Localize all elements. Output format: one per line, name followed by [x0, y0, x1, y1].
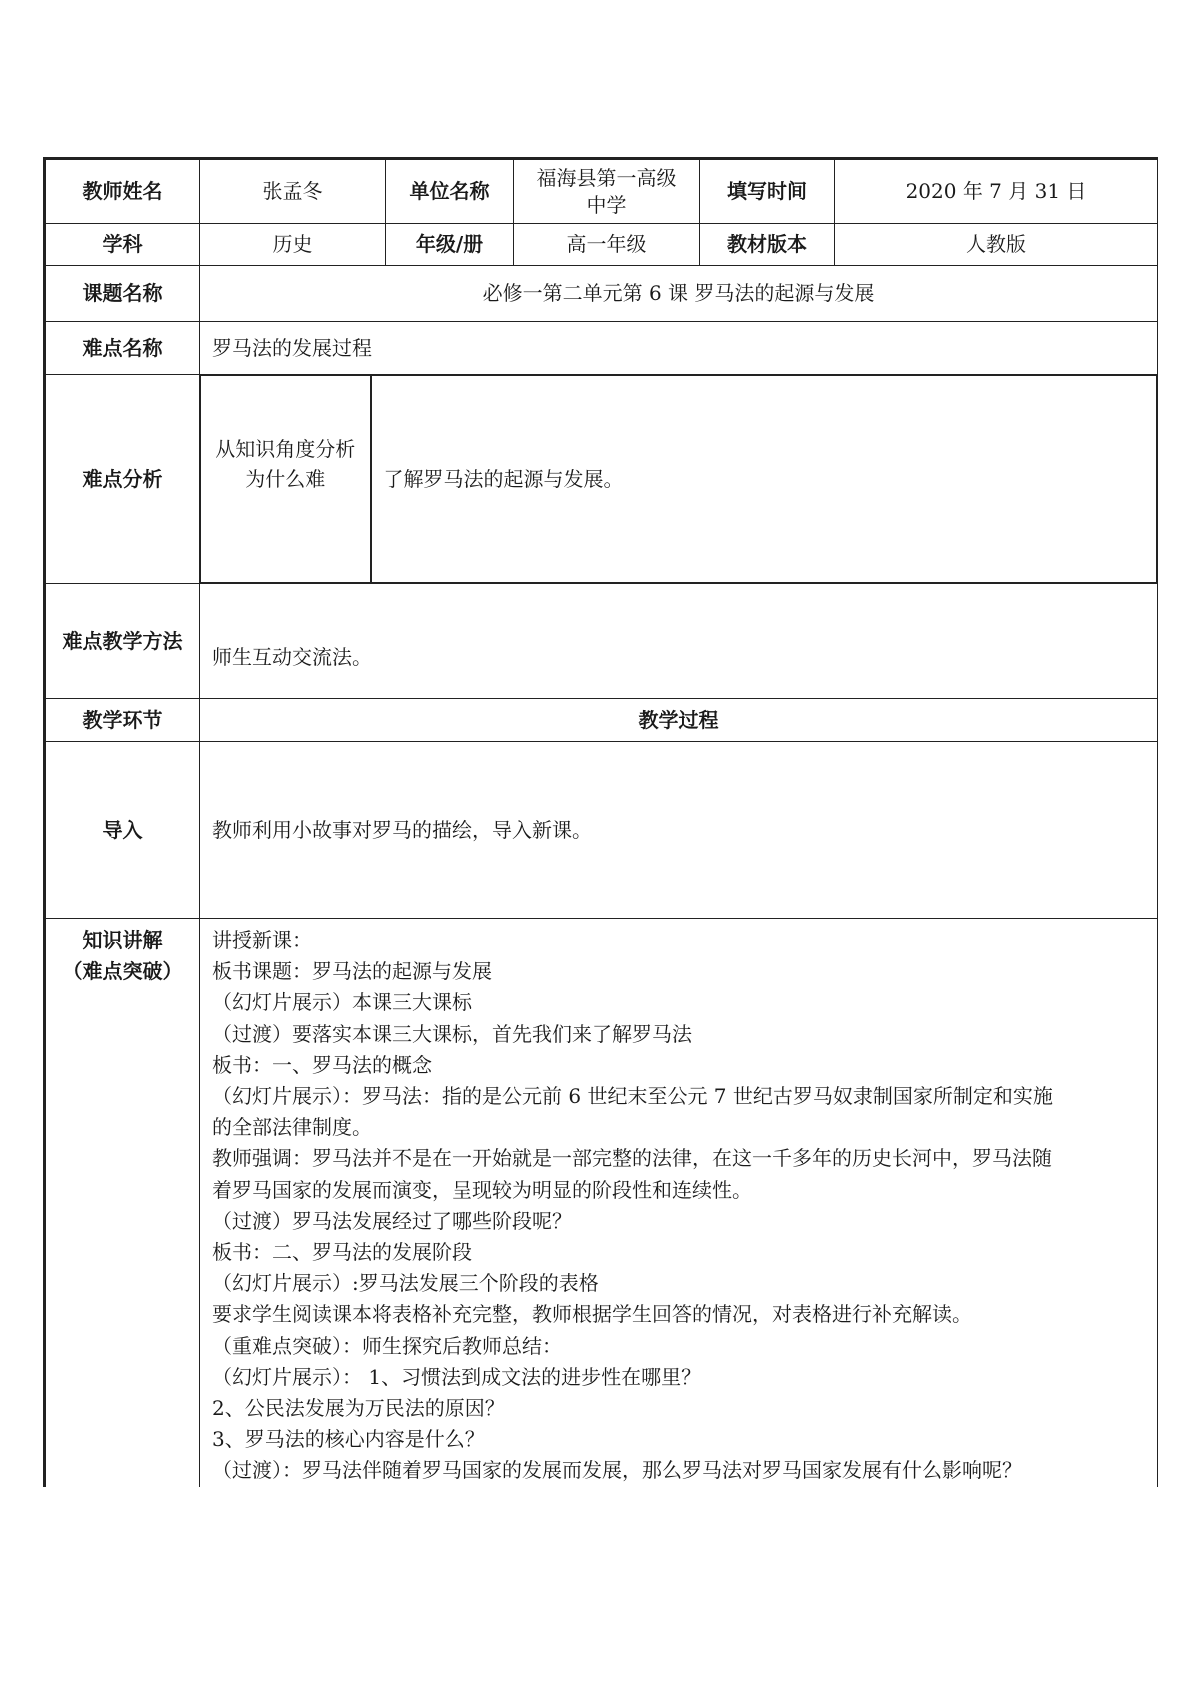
teacher-name-value: 张孟冬 [200, 159, 386, 224]
knowledge-line: （过渡）：罗马法伴随着罗马国家的发展而发展，那么罗马法对罗马国家发展有什么影响呢？ [212, 1458, 1022, 1483]
grade-label: 年级/册 [386, 224, 514, 266]
analysis-cell [200, 375, 1158, 584]
knowledge-line: （幻灯片展示）:罗马法发展三个阶段的表格 [212, 1271, 599, 1296]
knowledge-line: 2、公民法发展为万民法的原因？ [212, 1396, 505, 1421]
knowledge-line: 着罗马国家的发展而演变，呈现较为明显的阶段性和连续性。 [212, 1177, 752, 1202]
fill-date-value: 2020 年 7 月 31 日 [835, 159, 1158, 224]
knowledge-line: 教师强调：罗马法并不是在一开始就是一部完整的法律，在这一千多年的历史长河中，罗马法随 [212, 1146, 1052, 1171]
fill-date-label: 填写时间 [700, 159, 835, 224]
topic-label: 课题名称 [45, 266, 200, 322]
analysis-value: 了解罗马法的起源与发展。 [371, 376, 1157, 583]
process-header-label: 教学过程 [200, 699, 1158, 742]
difficulty-value: 罗马法的发展过程 [200, 322, 1158, 375]
knowledge-line: 讲授新课： [212, 928, 312, 952]
knowledge-line: （过渡）罗马法发展经过了哪些阶段呢？ [212, 1208, 572, 1233]
method-value: 师生互动交流法。 [200, 584, 1158, 699]
knowledge-line: 板书课题：罗马法的起源与发展 [212, 959, 492, 984]
stage-header-label: 教学环节 [45, 699, 200, 742]
difficulty-label: 难点名称 [45, 322, 200, 375]
edition-value: 人教版 [835, 224, 1158, 266]
knowledge-line: 板书：一、罗马法的概念 [212, 1052, 432, 1077]
intro-label: 导入 [45, 742, 200, 919]
intro-value: 教师利用小故事对罗马的描绘，导入新课。 [200, 742, 1158, 919]
analysis-nested-table [200, 375, 1157, 583]
knowledge-line: 板书：二、罗马法的发展阶段 [212, 1240, 472, 1265]
unit-name-label: 单位名称 [386, 159, 514, 224]
subject-value: 历史 [200, 224, 386, 266]
knowledge-line: （过渡）要落实本课三大课标，首先我们来了解罗马法 [212, 1021, 692, 1046]
analysis-label: 难点分析 [45, 375, 200, 584]
knowledge-line: （重难点突破）：师生探究后教师总结： [212, 1333, 562, 1358]
knowledge-line: 的全部法律制度。 [212, 1115, 372, 1140]
teacher-name-label: 教师姓名 [45, 159, 200, 224]
lesson-plan-sheet [43, 157, 1156, 1487]
knowledge-line: 3、罗马法的核心内容是什么？ [212, 1427, 485, 1452]
knowledge-line: （幻灯片展示）：罗马法：指的是公元前 6 世纪末至公元 7 世纪古罗马奴隶制国家所制定和实施 [212, 1084, 1053, 1109]
edition-label: 教材版本 [700, 224, 835, 266]
knowledge-label: 知识讲解 （难点突破） [45, 919, 200, 1487]
knowledge-line: （幻灯片展示）本课三大课标 [212, 990, 472, 1015]
knowledge-line: （幻灯片展示）： 1、习惯法到成文法的进步性在哪里？ [212, 1364, 702, 1389]
knowledge-content [200, 919, 1158, 1487]
analysis-sub-label: 从知识角度分析 为什么难 [201, 376, 371, 583]
lesson-plan-table [43, 157, 1158, 1487]
topic-value: 必修一第二单元第 6 课 罗马法的起源与发展 [200, 266, 1158, 322]
knowledge-line: 要求学生阅读课本将表格补充完整，教师根据学生回答的情况，对表格进行补充解读。 [212, 1302, 972, 1327]
method-label: 难点教学方法 [45, 584, 200, 699]
grade-value: 高一年级 [514, 224, 700, 266]
subject-label: 学科 [45, 224, 200, 266]
unit-name-value: 福海县第一高级 中学 [514, 159, 700, 224]
